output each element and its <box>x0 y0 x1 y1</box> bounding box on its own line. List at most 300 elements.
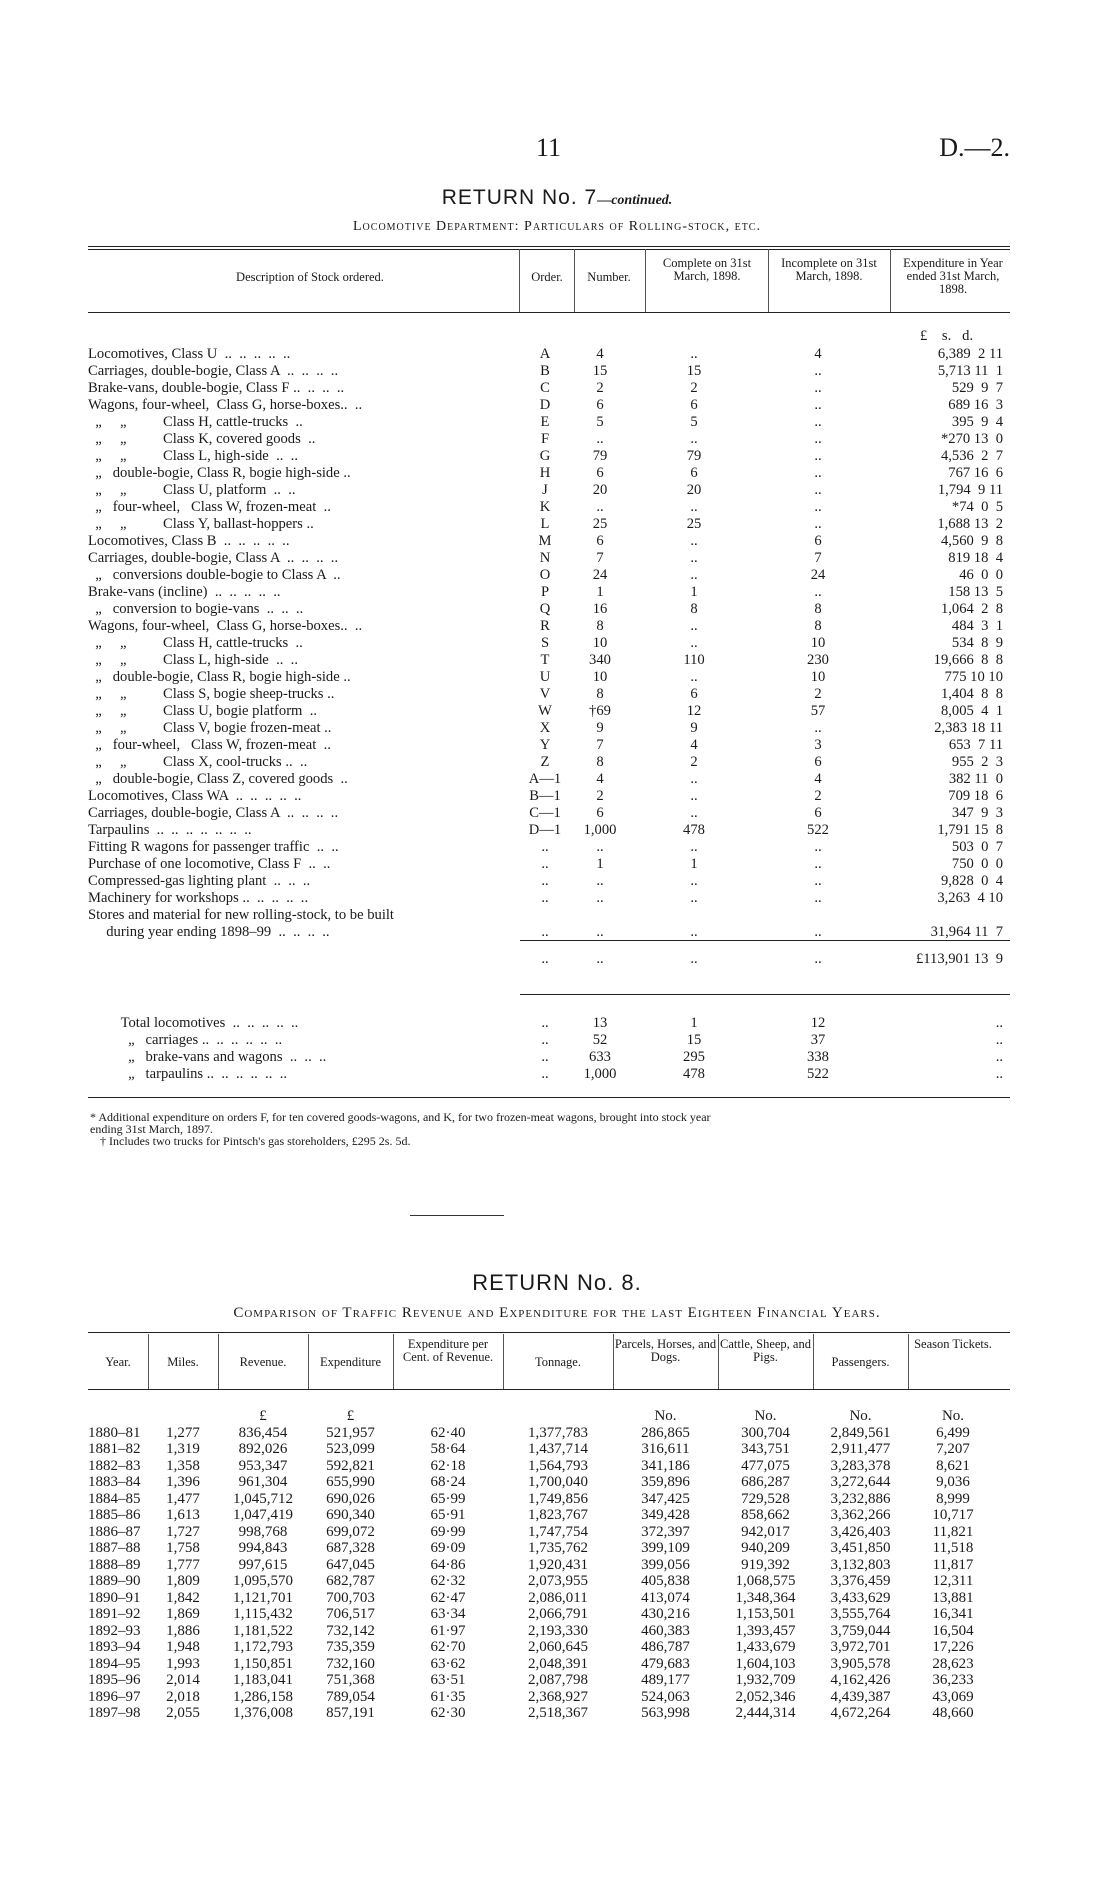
value-cell: 3,283,378 <box>830 1457 891 1474</box>
value-cell: 3,132,803 <box>830 1556 891 1573</box>
value-cell: 699,072 <box>326 1523 375 1540</box>
value-cell: 3,362,266 <box>830 1507 891 1523</box>
incomplete-cell: 6 <box>814 533 822 549</box>
number-cell: .. <box>596 951 604 967</box>
complete-cell: 20 <box>686 482 702 498</box>
traffic-comparison-table <box>88 1408 998 1722</box>
value-cell: 858,662 <box>741 1507 790 1523</box>
value-cell: 62·32 <box>430 1573 466 1589</box>
table-row <box>88 873 1007 890</box>
value-cell: 316,611 <box>641 1441 690 1457</box>
value-cell: 1,319 <box>166 1441 200 1457</box>
value-cell: 1,150,851 <box>233 1655 293 1672</box>
value-cell: 1,735,762 <box>528 1540 588 1556</box>
column-header: Miles. <box>167 1355 199 1369</box>
description-cell: Compressed-gas lighting plant .. .. .. <box>88 873 311 889</box>
incomplete-cell: .. <box>814 448 822 464</box>
expenditure-cell: .. <box>995 1032 1003 1048</box>
value-cell: 1,758 <box>166 1540 200 1556</box>
footnote-1: * Additional expenditure on orders F, for ten covered goods-wagons, and K, for two frozen-meat wagons, brought into stock year <box>90 1110 711 1124</box>
description-cell: Fitting R wagons for passenger traffic .. .. <box>88 839 339 855</box>
table8-top-rule <box>88 1332 1010 1333</box>
table-row <box>88 601 1007 618</box>
value-cell: 405,838 <box>641 1573 690 1589</box>
order-cell <box>520 907 570 924</box>
description-cell: Total locomotives .. .. .. .. .. <box>88 1015 299 1031</box>
value-cell: 563,998 <box>641 1705 690 1721</box>
year-cell: 1893–94 <box>88 1639 141 1655</box>
col-divider <box>645 249 646 312</box>
description-cell: „ double-bogie, Class Z, covered goods .. <box>88 771 348 787</box>
complete-cell: .. <box>690 431 698 447</box>
unit-cell <box>148 1408 218 1425</box>
value-cell: 62·30 <box>430 1705 466 1721</box>
year-cell: 1890–91 <box>88 1589 141 1606</box>
table-row <box>88 1540 998 1557</box>
expenditure-cell: 1,064 2 8 <box>940 601 1003 617</box>
expenditure-cell: 19,666 8 8 <box>933 652 1003 668</box>
expenditure-cell: 158 13 5 <box>948 584 1003 600</box>
number-cell: 633 <box>589 1049 611 1065</box>
value-cell: 942,017 <box>741 1523 790 1540</box>
value-cell: 4,439,387 <box>830 1688 891 1705</box>
order-cell: K <box>539 499 551 515</box>
value-cell: 994,843 <box>238 1540 288 1556</box>
table-row <box>88 686 1007 703</box>
year-cell: 1889–90 <box>88 1573 141 1589</box>
complete-cell: .. <box>690 951 698 967</box>
value-cell: 732,142 <box>326 1622 375 1639</box>
column-header: Year. <box>105 1355 131 1369</box>
description-cell: Wagons, four-wheel, Class G, horse-boxes.. .. <box>88 618 363 634</box>
incomplete-cell: 10 <box>810 669 826 685</box>
year-cell: 1888–89 <box>88 1556 141 1573</box>
column-header: Parcels, Horses, and Dogs. <box>614 1337 717 1364</box>
value-cell: 11,518 <box>932 1540 974 1556</box>
table-row <box>88 771 1007 788</box>
value-cell: 343,751 <box>741 1441 790 1457</box>
column-header: Passengers. <box>831 1355 890 1369</box>
value-cell: 430,216 <box>641 1606 690 1622</box>
totals-bottom-rule <box>88 1097 1010 1098</box>
col-divider <box>718 1334 719 1389</box>
complete-cell: 6 <box>690 465 698 481</box>
footnote-2: † Includes two trucks for Pintsch's gas storeholders, £295 2s. 5d. <box>100 1134 411 1148</box>
value-cell: 1,377,783 <box>528 1424 588 1441</box>
number-cell: 9 <box>596 720 604 736</box>
value-cell: 1,153,501 <box>735 1606 796 1622</box>
value-cell: 58·64 <box>430 1441 466 1457</box>
expenditure-cell <box>878 907 1007 924</box>
complete-cell: .. <box>690 635 698 651</box>
number-cell: 2 <box>596 788 604 804</box>
table-row <box>88 924 1007 941</box>
value-cell: 12,311 <box>932 1573 974 1589</box>
expenditure-cell: 709 18 6 <box>948 788 1003 804</box>
value-cell: 1,358 <box>166 1457 200 1474</box>
value-cell: 300,704 <box>741 1424 790 1441</box>
expenditure-cell: 46 0 0 <box>959 567 1003 583</box>
table-row <box>88 584 1007 601</box>
complete-cell: 79 <box>686 448 702 464</box>
header-complete: Complete on 31st March, 1898. <box>662 256 752 283</box>
incomplete-cell: 8 <box>814 601 822 617</box>
number-cell: 4 <box>596 771 604 787</box>
description-cell: „ „ Class K, covered goods .. <box>88 431 316 447</box>
year-cell: 1886–87 <box>88 1523 141 1540</box>
incomplete-cell: .. <box>814 839 822 855</box>
expenditure-cell: 955 2 3 <box>951 754 1003 770</box>
column-header: Season Tickets. <box>914 1337 992 1351</box>
unit-cell <box>503 1408 613 1425</box>
table-row <box>88 822 1007 839</box>
value-cell: 1,115,432 <box>233 1606 293 1622</box>
unit-cell: No. <box>654 1408 677 1424</box>
order-cell: Q <box>539 601 551 617</box>
incomplete-cell: 3 <box>814 737 822 753</box>
total-rule-bottom <box>520 994 1010 995</box>
value-cell: 3,905,578 <box>830 1655 891 1672</box>
value-cell: 1,121,701 <box>233 1589 293 1606</box>
value-cell: 2,193,330 <box>528 1622 588 1639</box>
total-rule-top <box>520 940 1010 941</box>
number-cell: 6 <box>596 397 604 413</box>
value-cell: 17,226 <box>932 1639 974 1655</box>
value-cell: 732,160 <box>326 1655 375 1672</box>
column-header: Revenue. <box>239 1355 287 1369</box>
expenditure-cell: 1,404 8 8 <box>940 686 1003 702</box>
value-cell: 3,433,629 <box>830 1589 891 1606</box>
value-cell: 2,066,791 <box>528 1606 588 1622</box>
year-cell: 1897–98 <box>88 1705 141 1721</box>
units-row <box>88 1408 998 1425</box>
value-cell: 751,368 <box>326 1672 375 1688</box>
incomplete-cell: 10 <box>810 635 826 651</box>
incomplete-cell: .. <box>814 856 822 872</box>
table-row <box>88 618 1007 635</box>
year-cell: 1896–97 <box>88 1688 141 1705</box>
table-row <box>88 431 1007 448</box>
col-divider <box>813 1334 814 1389</box>
table-row <box>88 1623 998 1640</box>
expenditure-cell: 382 11 0 <box>948 771 1003 787</box>
value-cell: 1,777 <box>166 1556 200 1573</box>
incomplete-cell: .. <box>814 584 822 600</box>
complete-cell: 295 <box>683 1049 705 1065</box>
expenditure-cell: *74 0 5 <box>951 499 1003 515</box>
table-row <box>88 720 1007 737</box>
table-row <box>88 397 1007 414</box>
number-cell: 6 <box>596 533 604 549</box>
expenditure-cell: .. <box>995 1015 1003 1031</box>
expenditure-cell: 653 7 11 <box>948 737 1003 753</box>
value-cell: 1,993 <box>166 1655 200 1672</box>
number-cell: 8 <box>596 618 604 634</box>
value-cell: 65·91 <box>430 1507 466 1523</box>
table-row <box>88 754 1007 771</box>
incomplete-cell: 24 <box>810 567 826 583</box>
value-cell: 735,359 <box>326 1639 375 1655</box>
complete-cell: .. <box>690 890 698 906</box>
value-cell: 3,272,644 <box>830 1474 891 1490</box>
spacer-row <box>88 941 1007 951</box>
description-cell: „ „ Class X, cool-trucks .. .. <box>88 754 308 770</box>
totals-row <box>88 1049 1007 1066</box>
number-cell: 2 <box>596 380 604 396</box>
incomplete-cell: .. <box>814 924 822 940</box>
value-cell: 1,869 <box>166 1606 200 1622</box>
incomplete-cell: .. <box>814 380 822 396</box>
incomplete-cell: .. <box>814 482 822 498</box>
value-cell: 9,036 <box>936 1474 970 1490</box>
incomplete-cell: .. <box>814 720 822 736</box>
table-row <box>88 414 1007 431</box>
header-order: Order. <box>531 270 563 284</box>
number-cell: .. <box>596 924 604 940</box>
complete-cell: 12 <box>686 703 702 719</box>
expenditure-cell: 347 9 3 <box>951 805 1003 821</box>
order-cell: .. <box>541 951 549 967</box>
value-cell: 690,340 <box>326 1507 375 1523</box>
value-cell: 3,972,701 <box>830 1639 891 1655</box>
table-row <box>88 550 1007 567</box>
complete-cell: 478 <box>683 822 705 838</box>
description-cell: „ „ Class S, bogie sheep-trucks .. <box>88 686 335 702</box>
year-cell: 1881–82 <box>88 1441 141 1457</box>
year-cell: 1887–88 <box>88 1540 141 1556</box>
col-divider <box>908 1334 909 1389</box>
order-cell: T <box>540 652 550 668</box>
value-cell: 857,191 <box>326 1705 375 1721</box>
value-cell: 62·18 <box>430 1457 466 1474</box>
year-cell: 1891–92 <box>88 1606 141 1622</box>
value-cell: 16,504 <box>932 1622 974 1639</box>
value-cell: 63·34 <box>430 1606 466 1622</box>
order-cell: J <box>542 482 548 498</box>
page-number: 11 <box>536 133 562 162</box>
col-divider <box>148 1334 149 1389</box>
expenditure-cell: 1,794 9 11 <box>937 482 1003 498</box>
unit-cell: £ <box>259 1408 267 1424</box>
value-cell: 524,063 <box>641 1688 690 1705</box>
value-cell: 10,717 <box>932 1507 974 1523</box>
table-row <box>88 380 1007 397</box>
return8-subtitle: Comparison of Traffic Revenue and Expenditure for the last Eighteen Financial Years. <box>233 1305 881 1321</box>
header-description: Description of Stock ordered. <box>236 270 384 284</box>
table-row <box>88 1590 998 1607</box>
order-cell: R <box>540 618 550 634</box>
number-cell: 10 <box>592 669 608 685</box>
description-cell: „ double-bogie, Class R, bogie high-side .. <box>88 465 351 481</box>
value-cell: 2,086,011 <box>528 1589 588 1606</box>
value-cell: 36,233 <box>932 1672 974 1688</box>
order-cell: A <box>539 346 551 362</box>
number-cell: 6 <box>596 805 604 821</box>
value-cell: 3,759,044 <box>830 1622 891 1639</box>
value-cell: 690,026 <box>326 1490 375 1507</box>
expenditure-cell: 3,263 4 10 <box>937 890 1003 906</box>
complete-cell: 1 <box>690 584 698 600</box>
description-cell: Locomotives, Class WA .. .. .. .. .. <box>88 788 302 804</box>
number-cell <box>570 907 630 924</box>
value-cell: 1,613 <box>166 1507 200 1523</box>
expenditure-cell: *270 13 0 <box>940 431 1003 447</box>
value-cell: 63·62 <box>430 1655 466 1672</box>
table-row <box>88 1474 998 1491</box>
description-cell: „ „ Class V, bogie frozen-meat .. <box>88 720 332 736</box>
value-cell: 341,186 <box>641 1457 690 1474</box>
number-cell: .. <box>596 873 604 889</box>
expenditure-cell: 1,688 13 2 <box>937 516 1003 532</box>
year-cell: 1895–96 <box>88 1672 141 1688</box>
table-row <box>88 1557 998 1574</box>
number-cell: 13 <box>592 1015 608 1031</box>
table-row <box>88 1573 998 1590</box>
value-cell: 1,393,457 <box>735 1622 796 1639</box>
order-cell: O <box>539 567 551 583</box>
number-cell: 1,000 <box>583 822 617 838</box>
expenditure-cell: 31,964 11 7 <box>930 924 1003 940</box>
order-cell: Z <box>540 754 550 770</box>
incomplete-cell: .. <box>814 363 822 379</box>
value-cell: 961,304 <box>238 1474 288 1490</box>
incomplete-cell: .. <box>814 499 822 515</box>
value-cell: 1,181,522 <box>233 1622 293 1639</box>
value-cell: 2,048,391 <box>528 1655 588 1672</box>
order-cell: .. <box>541 890 549 906</box>
column-header: Expenditure per Cent. of Revenue. <box>402 1337 494 1364</box>
order-cell: .. <box>541 1015 549 1031</box>
value-cell: 1,045,712 <box>233 1490 293 1507</box>
value-cell: 8,621 <box>936 1457 970 1474</box>
expenditure-cell: 395 9 4 <box>951 414 1003 430</box>
value-cell: 706,517 <box>326 1606 375 1622</box>
expenditure-cell: 503 0 7 <box>951 839 1003 855</box>
incomplete-cell: 37 <box>810 1032 826 1048</box>
value-cell: 997,615 <box>238 1556 288 1573</box>
complete-cell: 25 <box>686 516 702 532</box>
expenditure-cell: 6,389 2 11 <box>937 346 1003 362</box>
description-cell: „ „ Class U, bogie platform .. <box>88 703 318 719</box>
value-cell: 1,396 <box>166 1474 200 1490</box>
complete-cell: .. <box>690 567 698 583</box>
complete-cell: 5 <box>690 414 698 430</box>
value-cell: 359,896 <box>641 1474 690 1490</box>
col-divider <box>503 1334 504 1389</box>
value-cell: 729,528 <box>741 1490 790 1507</box>
number-cell: †69 <box>589 703 611 719</box>
return7-title <box>0 184 1114 210</box>
value-cell: 61·35 <box>430 1688 466 1705</box>
number-cell: 24 <box>592 567 608 583</box>
totals-row <box>88 1066 1007 1083</box>
order-cell: L <box>540 516 550 532</box>
incomplete-cell: .. <box>814 890 822 906</box>
description-cell: „ double-bogie, Class R, bogie high-side .. <box>88 669 351 685</box>
incomplete-cell: 2 <box>814 686 822 702</box>
incomplete-cell: 6 <box>814 805 822 821</box>
col-divider <box>218 1334 219 1389</box>
number-cell: 1 <box>596 856 604 872</box>
value-cell: 399,109 <box>641 1540 690 1556</box>
description-cell: „ „ Class L, high-side .. .. <box>88 652 298 668</box>
value-cell: 65·99 <box>430 1490 466 1507</box>
number-cell: 7 <box>596 550 604 566</box>
complete-cell: .. <box>690 533 698 549</box>
expenditure-cell: 775 10 10 <box>944 669 1003 685</box>
incomplete-cell: 7 <box>814 550 822 566</box>
incomplete-cell: 12 <box>810 1015 826 1031</box>
value-cell: 1,286,158 <box>233 1688 293 1705</box>
description-cell: during year ending 1898–99 .. .. .. .. <box>88 924 330 940</box>
table-row <box>88 652 1007 669</box>
table-row <box>88 737 1007 754</box>
expenditure-cell: 8,005 4 1 <box>940 703 1003 719</box>
order-cell: .. <box>541 1066 549 1082</box>
table-row <box>88 465 1007 482</box>
value-cell: 477,075 <box>741 1457 790 1474</box>
description-cell: Purchase of one locomotive, Class F .. .. <box>88 856 331 872</box>
value-cell: 836,454 <box>238 1424 288 1441</box>
order-cell: C <box>540 380 550 396</box>
incomplete-cell: .. <box>814 465 822 481</box>
value-cell: 4,162,426 <box>830 1672 891 1688</box>
expenditure-cell: 9,828 0 4 <box>940 873 1003 889</box>
value-cell: 2,055 <box>166 1705 200 1721</box>
order-cell: W <box>538 703 552 719</box>
value-cell: 1,604,103 <box>735 1655 796 1672</box>
table-row <box>88 363 1007 380</box>
document-reference: D.—2. <box>939 133 1010 162</box>
value-cell: 2,073,955 <box>528 1573 588 1589</box>
value-cell: 1,348,364 <box>735 1589 796 1606</box>
value-cell: 1,823,767 <box>528 1507 588 1523</box>
incomplete-cell: 4 <box>814 771 822 787</box>
expenditure-cell: 4,536 2 7 <box>940 448 1003 464</box>
order-cell: C—1 <box>529 805 561 821</box>
col-divider <box>613 1334 614 1389</box>
incomplete-cell: 57 <box>810 703 826 719</box>
description-cell: Tarpaulins .. .. .. .. .. .. .. <box>88 822 252 838</box>
table7-header-rule <box>88 312 1010 313</box>
totals-table <box>88 1015 1007 1083</box>
table-row <box>88 839 1007 856</box>
description-cell: „ carriages .. .. .. .. .. .. <box>88 1032 283 1048</box>
order-cell: E <box>540 414 550 430</box>
complete-cell: .. <box>690 346 698 362</box>
value-cell: 647,045 <box>326 1556 375 1573</box>
number-cell: 10 <box>592 635 608 651</box>
complete-cell: 2 <box>690 380 698 396</box>
order-cell: Y <box>539 737 551 753</box>
value-cell: 682,787 <box>326 1573 375 1589</box>
column-header: Tonnage. <box>535 1355 581 1369</box>
description-cell: „ conversion to bogie-vans .. .. .. <box>88 601 304 617</box>
complete-cell: .. <box>690 618 698 634</box>
value-cell: 1,047,419 <box>233 1507 293 1523</box>
incomplete-cell: .. <box>814 397 822 413</box>
value-cell: 13,881 <box>932 1589 974 1606</box>
table-row <box>88 1491 998 1508</box>
value-cell: 953,347 <box>238 1457 288 1474</box>
table-row <box>88 1672 998 1689</box>
expenditure-cell: 534 8 9 <box>951 635 1003 651</box>
col-divider <box>890 249 891 312</box>
unit-cell <box>88 1408 148 1425</box>
value-cell: 62·47 <box>430 1589 466 1606</box>
value-cell: 3,451,850 <box>830 1540 891 1556</box>
number-cell: 15 <box>592 363 608 379</box>
